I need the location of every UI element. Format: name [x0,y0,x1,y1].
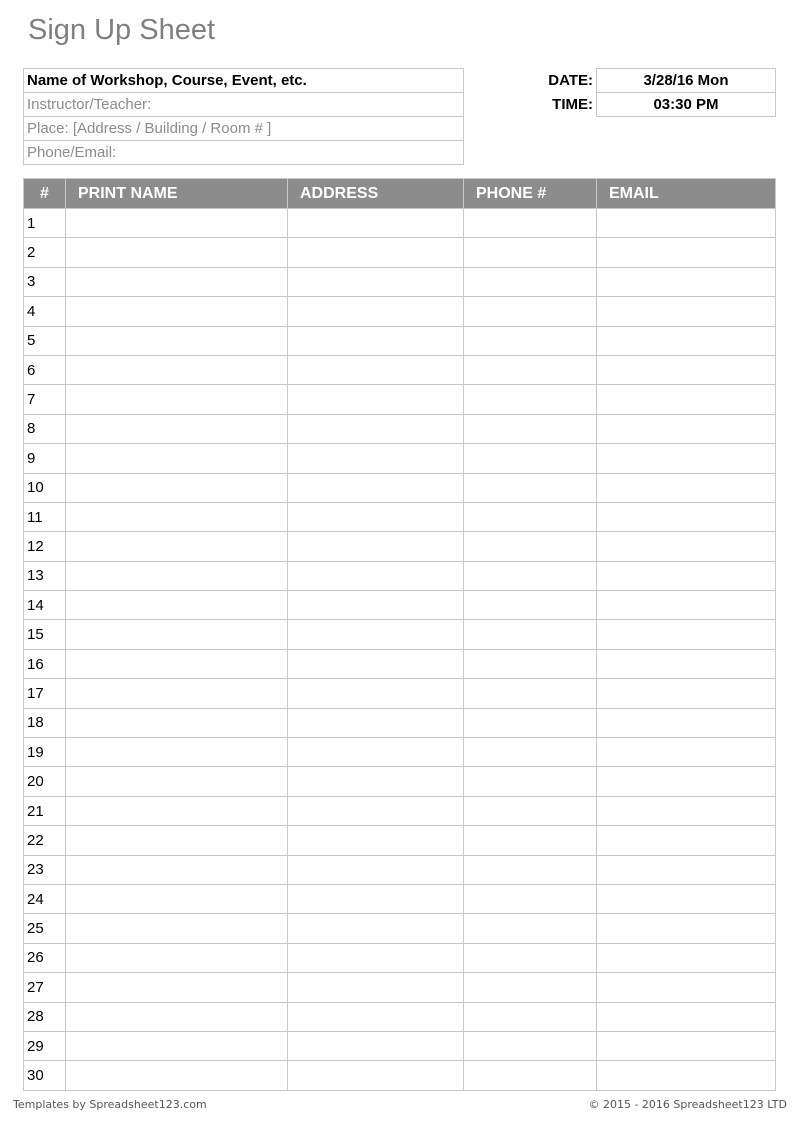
row-number: 6 [24,355,66,384]
date-label: DATE: [548,72,593,89]
print-name-cell[interactable] [66,238,288,267]
address-cell[interactable] [288,561,464,590]
column-header-print-name: PRINT NAME [66,179,288,209]
email-cell[interactable] [597,532,776,561]
row-number: 25 [24,914,66,943]
table-row [24,591,776,620]
address-cell[interactable] [288,297,464,326]
row-number: 28 [24,1002,66,1031]
print-name-cell[interactable] [66,708,288,737]
row-number: 3 [24,267,66,296]
address-cell[interactable] [288,1002,464,1031]
print-name-cell[interactable] [66,1031,288,1060]
address-cell[interactable] [288,826,464,855]
print-name-cell[interactable] [66,767,288,796]
table-row [24,855,776,884]
row-number: 29 [24,1031,66,1060]
table-row [24,767,776,796]
table-row [24,473,776,502]
address-cell[interactable] [288,591,464,620]
phone-cell[interactable] [464,796,597,825]
email-cell[interactable] [597,914,776,943]
phone-cell[interactable] [464,855,597,884]
address-cell[interactable] [288,767,464,796]
row-number: 10 [24,473,66,502]
print-name-cell[interactable] [66,796,288,825]
column-header-address: ADDRESS [288,179,464,209]
phone-cell[interactable] [464,649,597,678]
table-row [24,1031,776,1060]
email-cell[interactable] [597,267,776,296]
date-value[interactable]: 3/28/16 Mon [596,68,776,93]
column-header-email: EMAIL [597,179,776,209]
row-number: 22 [24,826,66,855]
email-cell[interactable] [597,385,776,414]
email-cell[interactable] [597,767,776,796]
print-name-cell[interactable] [66,502,288,531]
contact-field[interactable]: Phone/Email: [24,141,464,165]
print-name-cell[interactable] [66,355,288,384]
phone-cell[interactable] [464,414,597,443]
address-cell[interactable] [288,385,464,414]
address-cell[interactable] [288,414,464,443]
address-cell[interactable] [288,1061,464,1090]
row-number: 5 [24,326,66,355]
address-cell[interactable] [288,943,464,972]
print-name-cell[interactable] [66,738,288,767]
row-number: 30 [24,1061,66,1090]
row-number: 23 [24,855,66,884]
phone-cell[interactable] [464,1002,597,1031]
signup-table [23,178,776,1091]
email-cell[interactable] [597,414,776,443]
phone-cell[interactable] [464,620,597,649]
print-name-cell[interactable] [66,679,288,708]
print-name-cell[interactable] [66,855,288,884]
print-name-cell[interactable] [66,326,288,355]
table-row [24,444,776,473]
email-cell[interactable] [597,561,776,590]
email-cell[interactable] [597,209,776,238]
email-cell[interactable] [597,355,776,384]
email-cell[interactable] [597,649,776,678]
print-name-cell[interactable] [66,297,288,326]
address-cell[interactable] [288,855,464,884]
row-number: 16 [24,649,66,678]
print-name-cell[interactable] [66,973,288,1002]
phone-cell[interactable] [464,943,597,972]
phone-cell[interactable] [464,767,597,796]
address-cell[interactable] [288,914,464,943]
address-cell[interactable] [288,355,464,384]
phone-cell[interactable] [464,1061,597,1090]
email-cell[interactable] [597,297,776,326]
phone-cell[interactable] [464,826,597,855]
row-number: 14 [24,591,66,620]
phone-cell[interactable] [464,884,597,913]
print-name-cell[interactable] [66,1061,288,1090]
time-value[interactable]: 03:30 PM [596,92,776,117]
phone-cell[interactable] [464,444,597,473]
phone-cell[interactable] [464,914,597,943]
table-row [24,502,776,531]
signup-rows [24,209,776,1091]
address-cell[interactable] [288,973,464,1002]
phone-cell[interactable] [464,502,597,531]
email-cell[interactable] [597,679,776,708]
print-name-cell[interactable] [66,473,288,502]
signup-header-row [24,179,776,209]
email-cell[interactable] [597,591,776,620]
print-name-cell[interactable] [66,385,288,414]
print-name-cell[interactable] [66,532,288,561]
email-cell[interactable] [597,620,776,649]
address-cell[interactable] [288,238,464,267]
address-cell[interactable] [288,473,464,502]
address-cell[interactable] [288,649,464,678]
print-name-cell[interactable] [66,209,288,238]
email-cell[interactable] [597,473,776,502]
table-row [24,209,776,238]
row-number: 1 [24,209,66,238]
table-row [24,267,776,296]
table-row [24,973,776,1002]
phone-cell[interactable] [464,385,597,414]
table-row [24,385,776,414]
table-row [24,355,776,384]
row-number: 8 [24,414,66,443]
column-header-number: # [24,179,66,209]
row-number: 24 [24,884,66,913]
address-cell[interactable] [288,796,464,825]
print-name-cell[interactable] [66,826,288,855]
email-cell[interactable] [597,796,776,825]
row-number: 2 [24,238,66,267]
address-cell[interactable] [288,620,464,649]
table-row [24,561,776,590]
event-name-field[interactable]: Name of Workshop, Course, Event, etc. [24,69,464,93]
table-row [24,914,776,943]
row-number: 26 [24,943,66,972]
address-cell[interactable] [288,708,464,737]
print-name-cell[interactable] [66,943,288,972]
row-number: 15 [24,620,66,649]
row-number: 12 [24,532,66,561]
table-row [24,297,776,326]
address-cell[interactable] [288,884,464,913]
instructor-field[interactable]: Instructor/Teacher: [24,93,464,117]
email-cell[interactable] [597,502,776,531]
email-cell[interactable] [597,238,776,267]
address-cell[interactable] [288,679,464,708]
email-cell[interactable] [597,855,776,884]
table-row [24,238,776,267]
phone-cell[interactable] [464,679,597,708]
phone-cell[interactable] [464,738,597,767]
row-number: 27 [24,973,66,1002]
row-number: 9 [24,444,66,473]
footer-credit: Templates by Spreadsheet123.com [13,1098,207,1111]
phone-cell[interactable] [464,561,597,590]
print-name-cell[interactable] [66,1002,288,1031]
table-row [24,884,776,913]
row-number: 13 [24,561,66,590]
phone-cell[interactable] [464,708,597,737]
phone-cell[interactable] [464,209,597,238]
page-title: Sign Up Sheet [28,14,216,46]
phone-cell[interactable] [464,591,597,620]
email-cell[interactable] [597,884,776,913]
row-number: 20 [24,767,66,796]
print-name-cell[interactable] [66,414,288,443]
row-number: 4 [24,297,66,326]
place-field[interactable]: Place: [Address / Building / Room # ] [24,117,464,141]
print-name-cell[interactable] [66,649,288,678]
address-cell[interactable] [288,502,464,531]
phone-cell[interactable] [464,532,597,561]
email-cell[interactable] [597,973,776,1002]
email-cell[interactable] [597,943,776,972]
print-name-cell[interactable] [66,444,288,473]
phone-cell[interactable] [464,355,597,384]
row-number: 7 [24,385,66,414]
email-cell[interactable] [597,444,776,473]
time-label: TIME: [552,96,593,113]
address-cell[interactable] [288,444,464,473]
phone-cell[interactable] [464,267,597,296]
row-number: 17 [24,679,66,708]
table-row [24,620,776,649]
print-name-cell[interactable] [66,914,288,943]
column-header-phone: PHONE # [464,179,597,209]
table-row [24,649,776,678]
print-name-cell[interactable] [66,561,288,590]
address-cell[interactable] [288,738,464,767]
table-row [24,1061,776,1090]
address-cell[interactable] [288,1031,464,1060]
table-row [24,796,776,825]
table-row [24,943,776,972]
table-row [24,1002,776,1031]
table-row [24,326,776,355]
email-cell[interactable] [597,326,776,355]
phone-cell[interactable] [464,973,597,1002]
row-number: 11 [24,502,66,531]
address-cell[interactable] [288,326,464,355]
email-cell[interactable] [597,1031,776,1060]
phone-cell[interactable] [464,473,597,502]
print-name-cell[interactable] [66,884,288,913]
email-cell[interactable] [597,1061,776,1090]
table-row [24,532,776,561]
print-name-cell[interactable] [66,267,288,296]
event-info-table [23,68,464,165]
phone-cell[interactable] [464,238,597,267]
email-cell[interactable] [597,826,776,855]
email-cell[interactable] [597,738,776,767]
row-number: 18 [24,708,66,737]
table-row [24,679,776,708]
email-cell[interactable] [597,708,776,737]
address-cell[interactable] [288,532,464,561]
table-row [24,708,776,737]
table-row [24,826,776,855]
phone-cell[interactable] [464,1031,597,1060]
table-row [24,414,776,443]
print-name-cell[interactable] [66,591,288,620]
print-name-cell[interactable] [66,620,288,649]
address-cell[interactable] [288,209,464,238]
email-cell[interactable] [597,1002,776,1031]
phone-cell[interactable] [464,297,597,326]
row-number: 21 [24,796,66,825]
footer-copyright: © 2015 - 2016 Spreadsheet123 LTD [588,1098,787,1111]
address-cell[interactable] [288,267,464,296]
row-number: 19 [24,738,66,767]
table-row [24,738,776,767]
phone-cell[interactable] [464,326,597,355]
